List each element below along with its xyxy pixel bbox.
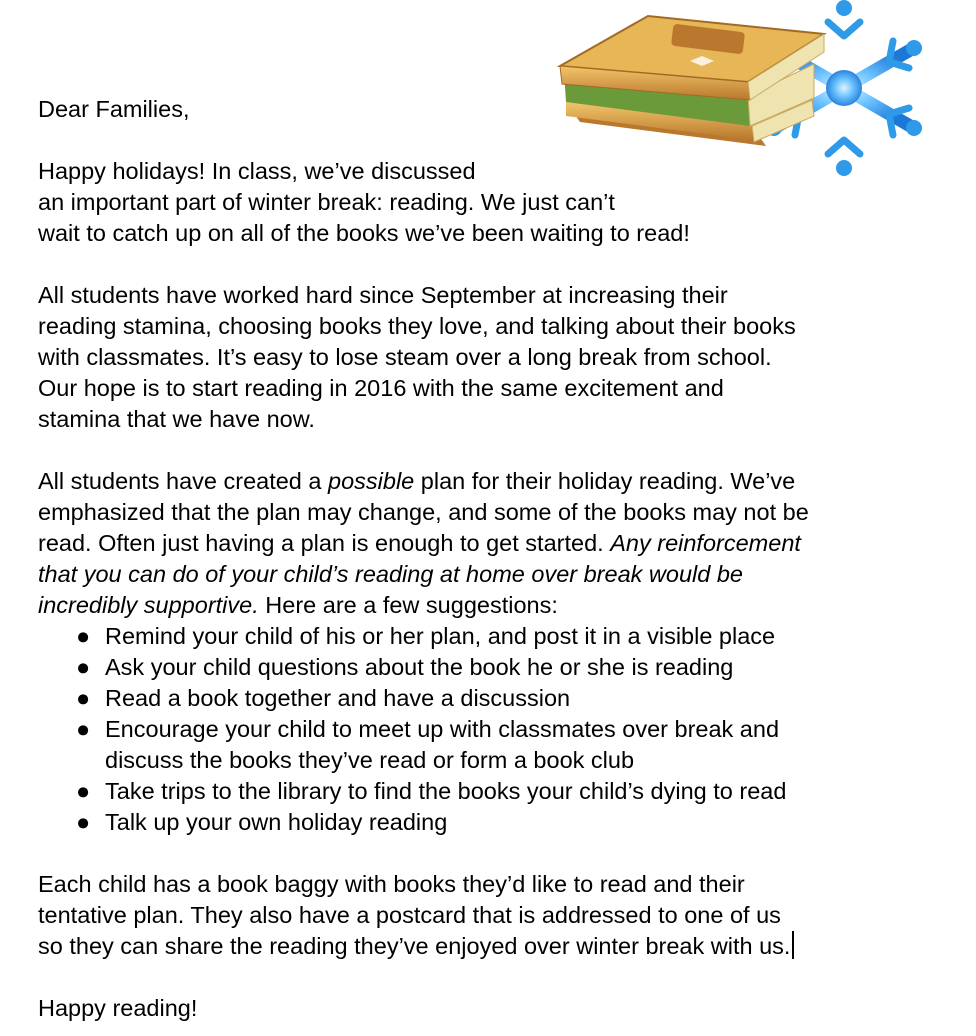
bullet-icon: ●: [76, 623, 91, 649]
paragraph-plan: All students have created a possible plan for their holiday reading. We’ve emphasized that the plan may change, and some of the books may not be read. Often just having a plan is enough to get started. Any reinforcement that you can do of your child’s reading at home over break would be incredibly supportive. Here are a few suggestions:: [38, 468, 809, 618]
list-item: ● Take trips to the library to find the books your child’s dying to read: [76, 776, 948, 807]
closing: Happy reading!: [38, 995, 198, 1021]
suggestions-list: [38, 621, 948, 838]
bullet-icon: ●: [76, 654, 91, 680]
greeting: Dear Families,: [38, 96, 190, 122]
list-item: ● Read a book together and have a discussion: [76, 683, 948, 714]
letter-body: [38, 94, 948, 1024]
bullet-icon: ●: [76, 809, 91, 835]
list-item: ● Remind your child of his or her plan, and post it in a visible place: [76, 621, 948, 652]
bullet-icon: ●: [76, 685, 91, 711]
bullet-icon: ●: [76, 778, 91, 804]
bullet-icon: ●: [76, 716, 91, 742]
list-item: ● Encourage your child to meet up with classmates over break and discuss the books they’ve read or form a book club: [76, 716, 780, 773]
list-item: ● Ask your child questions about the book he or she is reading: [76, 652, 948, 683]
list-item: ● Talk up your own holiday reading: [76, 807, 948, 838]
paragraph-intro: Happy holidays! In class, we’ve discussed an important part of winter break: reading. We just can’t wait to catch up on all of the books we’ve been waiting to read!: [38, 158, 690, 246]
paragraph-stamina: All students have worked hard since September at increasing their reading stamina, choosing books they love, and talking about their books with classmates. It’s easy to lose steam over a long break from school. Our hope is to start reading in 2016 with the same excitement and stamina that we have now.: [38, 282, 796, 432]
paragraph-book-baggy: Each child has a book baggy with books they’d like to read and their tentative plan. They also have a postcard that is addressed to one of us so they can share the reading they’ve enjoyed over winter break with us.: [38, 869, 948, 962]
text-cursor[interactable]: [792, 931, 794, 959]
